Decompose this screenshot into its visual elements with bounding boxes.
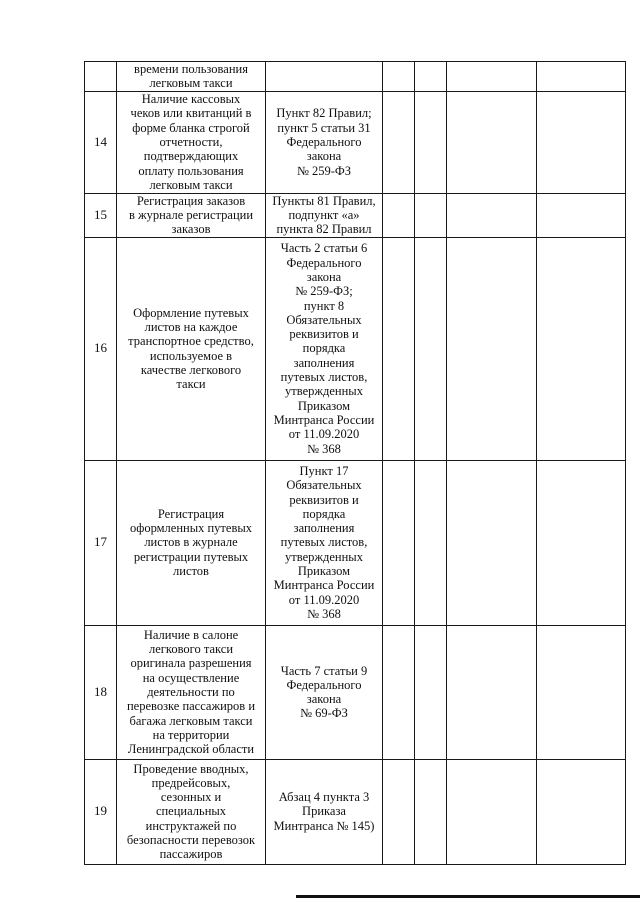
row-number: [85, 62, 117, 92]
empty-cell: [383, 460, 415, 625]
row-number: 17: [85, 460, 117, 625]
empty-cell: [415, 62, 447, 92]
empty-cell: [415, 237, 447, 460]
empty-cell: [415, 625, 447, 759]
empty-cell: [383, 237, 415, 460]
requirement-cell: времени пользования легковым такси: [117, 62, 266, 92]
empty-cell: [537, 625, 626, 759]
row-number: 14: [85, 91, 117, 193]
empty-cell: [537, 237, 626, 460]
requirement-cell: Регистрация заказов в журнале регистрации заказов: [117, 193, 266, 237]
empty-cell: [537, 193, 626, 237]
empty-cell: [537, 460, 626, 625]
requirement-cell: Проведение вводных, предрейсовых, сезонных и специальных инструктажей по безопасности перевозок пассажиров: [117, 759, 266, 864]
empty-cell: [447, 91, 537, 193]
legal-reference-cell: [266, 62, 383, 92]
empty-cell: [383, 193, 415, 237]
empty-cell: [447, 759, 537, 864]
empty-cell: [537, 759, 626, 864]
legal-reference-cell: Пункт 17 Обязательных реквизитов и порядка заполнения путевых листов, утвержденных Приказом Минтранса России от 11.09.2020 № 368: [266, 460, 383, 625]
table-row: [85, 62, 626, 92]
legal-reference-cell: Часть 7 статьи 9 Федерального закона № 69-ФЗ: [266, 625, 383, 759]
table-row: [85, 460, 626, 625]
legal-reference-cell: Часть 2 статьи 6 Федерального закона № 259-ФЗ; пункт 8 Обязательных реквизитов и порядка заполнения путевых листов, утвержденных Приказом Минтранса России от 11.09.2020 № 368: [266, 237, 383, 460]
row-number: 15: [85, 193, 117, 237]
empty-cell: [447, 460, 537, 625]
empty-cell: [383, 625, 415, 759]
legal-reference-cell: Пункт 82 Правил; пункт 5 статьи 31 Федерального закона № 259-ФЗ: [266, 91, 383, 193]
empty-cell: [383, 62, 415, 92]
empty-cell: [537, 62, 626, 92]
empty-cell: [383, 91, 415, 193]
requirements-table: [84, 61, 626, 865]
table-row: [85, 237, 626, 460]
legal-reference-cell: Пункты 81 Правил, подпункт «а» пункта 82 Правил: [266, 193, 383, 237]
table-row: [85, 193, 626, 237]
empty-cell: [415, 759, 447, 864]
requirement-cell: Наличие кассовых чеков или квитанций в форме бланка строгой отчетности, подтверждающих оплату пользования легковым такси: [117, 91, 266, 193]
requirement-cell: Наличие в салоне легкового такси оригинала разрешения на осуществление деятельности по перевозке пассажиров и багажа легковым такси на территории Ленинградской области: [117, 625, 266, 759]
empty-cell: [383, 759, 415, 864]
row-number: 18: [85, 625, 117, 759]
bottom-rule: [296, 895, 640, 898]
row-number: 19: [85, 759, 117, 864]
row-number: 16: [85, 237, 117, 460]
table-row: [85, 625, 626, 759]
requirement-cell: Регистрация оформленных путевых листов в журнале регистрации путевых листов: [117, 460, 266, 625]
legal-reference-cell: Абзац 4 пункта 3 Приказа Минтранса № 145): [266, 759, 383, 864]
table-row: [85, 759, 626, 864]
table-row: [85, 91, 626, 193]
empty-cell: [447, 62, 537, 92]
empty-cell: [537, 91, 626, 193]
requirement-cell: Оформление путевых листов на каждое транспортное средство, используемое в качестве легкового такси: [117, 237, 266, 460]
empty-cell: [415, 460, 447, 625]
empty-cell: [447, 193, 537, 237]
empty-cell: [447, 237, 537, 460]
empty-cell: [415, 193, 447, 237]
empty-cell: [447, 625, 537, 759]
empty-cell: [415, 91, 447, 193]
